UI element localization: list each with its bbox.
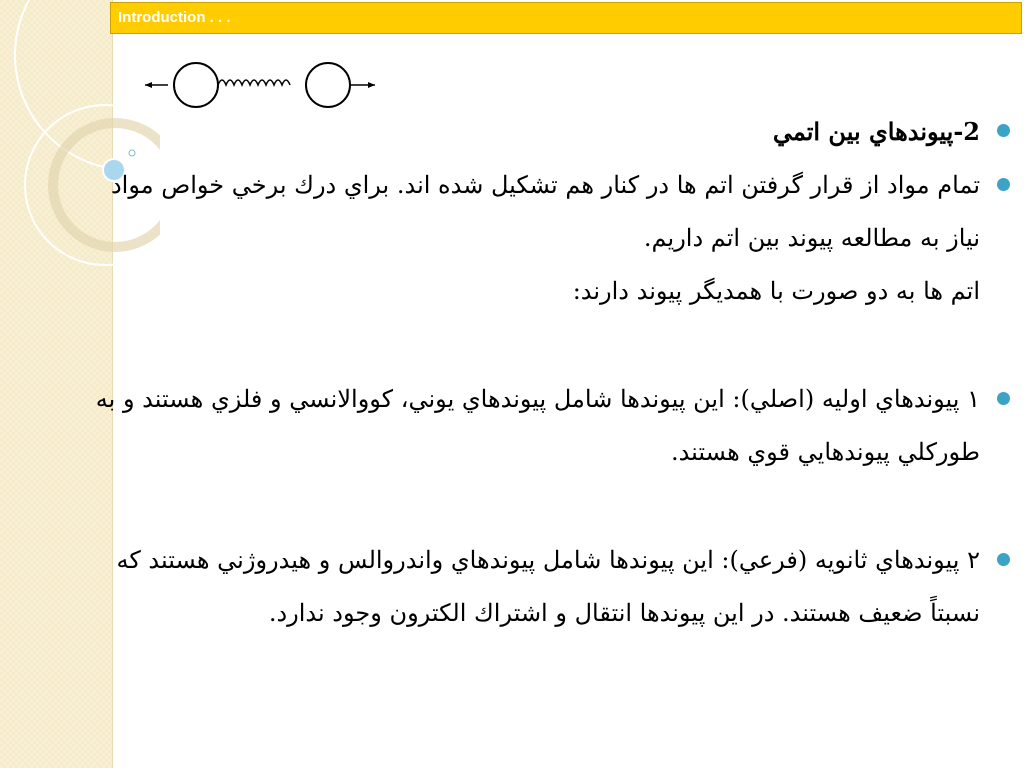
bullet-icon (997, 178, 1010, 191)
list-item (80, 534, 1010, 640)
section-heading: 2-پيوندهاي بين اتمي (772, 117, 980, 146)
bullet-icon (997, 392, 1010, 405)
list-item (80, 159, 1010, 265)
list-item-text: تمام مواد از قرار گرفتن اتم ها در كنار هم تشكيل شده اند. براي درك برخي خواص مواد نياز به مطالعه پيوند بين اتم داريم. (110, 171, 980, 252)
list-item (80, 105, 1010, 159)
list-item (80, 373, 1010, 479)
slide-content (80, 105, 1010, 640)
slide-title: Introduction . . . (118, 9, 231, 26)
bullet-icon (997, 553, 1010, 566)
list-item-text: ۲ پيوندهاي ثانويه (فرعي): اين پيوندها شامل پيوندهاي واندروالس و هيدروژني هستند كه نسبتاً ضعيف هستند. در اين پيوندها انتقال و اشتراك الكترون وجود ندارد. (116, 546, 980, 627)
list-item-text: ۱ پيوندهاي اوليه (اصلي): اين پيوندها شامل پيوندهاي يوني، كووالانسي و فلزي هستند و به طوركلي پيوندهايي قوي هستند. (95, 385, 980, 466)
bullet-icon (997, 124, 1010, 137)
paragraph: اتم ها به دو صورت با همديگر پيوند دارند: (572, 277, 980, 305)
header-bar (110, 2, 1022, 34)
